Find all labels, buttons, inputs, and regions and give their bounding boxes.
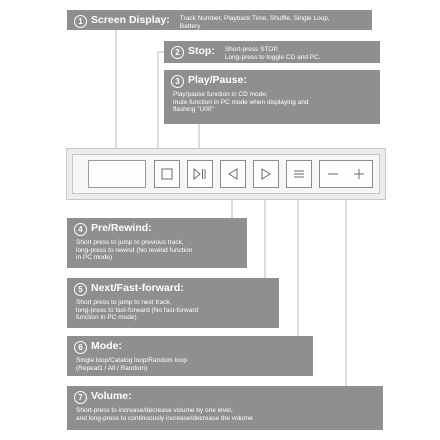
callout-desc: Single loop/Catalog loop/Random loop (Repeat1 / All / Random): [76, 357, 187, 372]
callout-title: Stop:: [188, 45, 215, 57]
callout-volume: [67, 386, 383, 430]
callout-pre-rewind: [67, 218, 247, 268]
volume-control: [319, 160, 373, 188]
callout-number: 4: [74, 223, 87, 236]
callout-number: 3: [171, 75, 184, 88]
callout-number: 6: [74, 341, 87, 354]
stop-button[interactable]: [154, 160, 180, 188]
screen-display: [88, 160, 146, 188]
mode-button[interactable]: [286, 160, 312, 188]
play-pause-icon: [193, 168, 207, 180]
callout-title: Mode:: [91, 340, 122, 352]
plus-icon: [353, 168, 365, 180]
mode-lines-icon: [293, 168, 305, 180]
callout-screen-display: [67, 10, 372, 30]
minus-icon: [327, 168, 339, 180]
volume-up-button[interactable]: [346, 168, 372, 180]
callout-title: Volume:: [91, 390, 132, 402]
callout-next-ff: [67, 278, 279, 328]
callout-desc: Short press to jump to next track, long-press to fast-forward (No fast-forward function in PC mode): [76, 299, 199, 321]
callout-desc: Track Number, Playback Time, Shuffle, Single Loop, Battery: [179, 15, 330, 30]
callout-desc: Play/pause function in CD mode; mute function in PC mode when displaying and flashing "U00": [173, 91, 309, 113]
callout-stop: [164, 41, 380, 63]
previous-button[interactable]: [220, 160, 246, 188]
play-pause-button[interactable]: [187, 160, 213, 188]
next-triangle-icon: [260, 168, 272, 180]
callout-title: Pre/Rewind:: [91, 222, 152, 234]
callout-title: Screen Display:: [91, 14, 170, 26]
callout-title: Play/Pause:: [188, 74, 247, 86]
callout-number: 2: [171, 46, 184, 59]
callout-play-pause: [164, 70, 380, 124]
callout-desc: Short-press to increase/decrease volume by one level, and long-press to continuously increase/decrease the volume: [76, 407, 253, 422]
callout-desc: Short press to jump to previous track, long-press to rewind (No rewind function in PC mode): [76, 239, 193, 261]
volume-down-button[interactable]: [320, 168, 346, 180]
callout-number: 7: [74, 391, 87, 404]
next-button[interactable]: [253, 160, 279, 188]
stop-square-icon: [161, 168, 173, 180]
callout-number: 5: [74, 283, 87, 296]
callout-desc: Short-press STOP, Long-press to toggle CD and PC.: [224, 46, 321, 61]
previous-triangle-icon: [227, 168, 239, 180]
callout-title: Next/Fast-forward:: [91, 282, 184, 294]
callout-mode: [67, 336, 313, 376]
callout-number: 1: [74, 15, 87, 28]
